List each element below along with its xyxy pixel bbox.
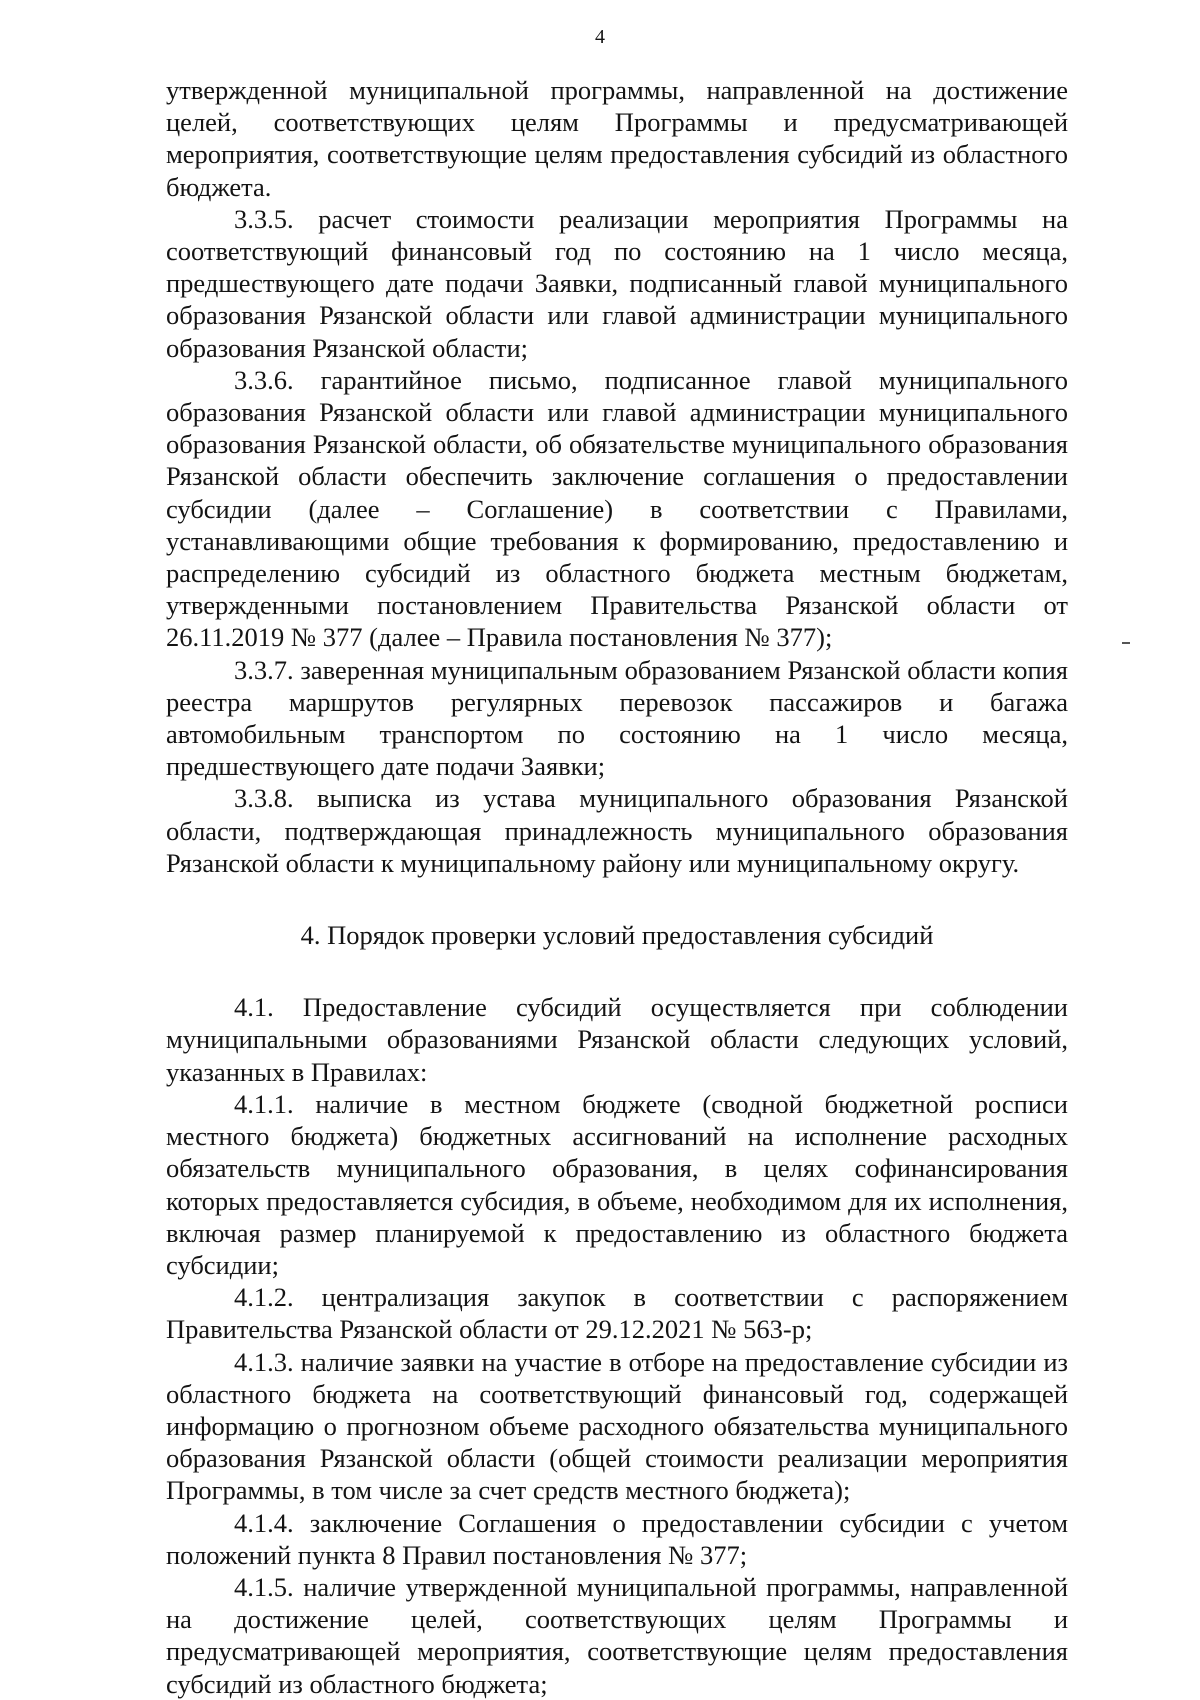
paragraph-4-1-1: 4.1.1. наличие в местном бюджете (сводной бюджетной росписи местного бюджета) бюджетных ассигнований на исполнение расходных обязательств муниципального образования, в целях софинансирования которых предоставляется субсидия, в объеме, необходимом для их исполнения, включая размер планируемой к предоставлению из областного бюджета субсидии; xyxy=(166,1088,1068,1280)
document-body xyxy=(166,74,1068,1700)
paragraph-3-3-8: 3.3.8. выписка из устава муниципального образования Рязанской области, подтверждающая принадлежность муниципального образования Рязанской области к муниципальному району или муниципальному округу. xyxy=(166,783,1068,878)
paragraph: утвержденной муниципальной программы, направленной на достижение целей, соответствующих целям Программы и предусматривающей мероприятия, соответствующие целям предоставления субсидий из областного бюджета. xyxy=(166,75,1068,202)
scan-artifact xyxy=(1122,642,1130,644)
paragraph-4-1-2: 4.1.2. централизация закупок в соответствии с распоряжением Правительства Рязанской области от 29.12.2021 № 563-р; xyxy=(166,1282,1068,1345)
paragraph-3-3-6: 3.3.6. гарантийное письмо, подписанное главой муниципального образования Рязанской области или главой администрации муниципального образования Рязанской области, об обязательстве муниципального образования Рязанской области обеспечить заключение соглашения о предоставлении субсидии (далее – Соглашение) в соответствии с Правилами, устанавливающими общие требования к формированию, предоставлению и распределению субсидий из областного бюджета местным бюджетам, утвержденными постановлением Правительства Рязанской области от 26.11.2019 № 377 (далее – Правила постановления № 377); xyxy=(166,364,1068,653)
paragraph-4-1-5: 4.1.5. наличие утвержденной муниципальной программы, направленной на достижение целей, соответствующих целям Программы и предусматривающей мероприятия, соответствующие целям предоставления субсидий из областного бюджета; xyxy=(166,1571,1068,1699)
paragraph-4-1-3: 4.1.3. наличие заявки на участие в отборе на предоставление субсидии из областного бюджета на соответствующий финансовый год, содержащей информацию о прогнозном объеме расходного обязательства муниципального образования Рязанской области (общей стоимости реализации мероприятия Программы, в том числе за счет средств местного бюджета); xyxy=(166,1346,1068,1506)
page-number: 4 xyxy=(595,26,605,48)
paragraph-4-1: 4.1. Предоставление субсидий осуществляется при соблюдении муниципальными образованиями Рязанской области следующих условий, указанных в Правилах: xyxy=(166,992,1068,1087)
paragraph-3-3-7: 3.3.7. заверенная муниципальным образованием Рязанской области копия реестра маршрутов регулярных перевозок пассажиров и багажа автомобильным транспортом по состоянию на 1 число месяца, предшествующего дате подачи Заявки; xyxy=(166,654,1068,782)
paragraph-3-3-5: 3.3.5. расчет стоимости реализации мероприятия Программы на соответствующий финансовый год по состоянию на 1 число месяца, предшествующего дате подачи Заявки, подписанный главой муниципального образования Рязанской области или главой администрации муниципального образования Рязанской области; xyxy=(166,203,1068,363)
paragraph-4-1-4: 4.1.4. заключение Соглашения о предоставлении субсидии с учетом положений пункта 8 Правил постановления № 377; xyxy=(166,1507,1068,1570)
section-heading: 4. Порядок проверки условий предоставления субсидий xyxy=(300,920,934,951)
